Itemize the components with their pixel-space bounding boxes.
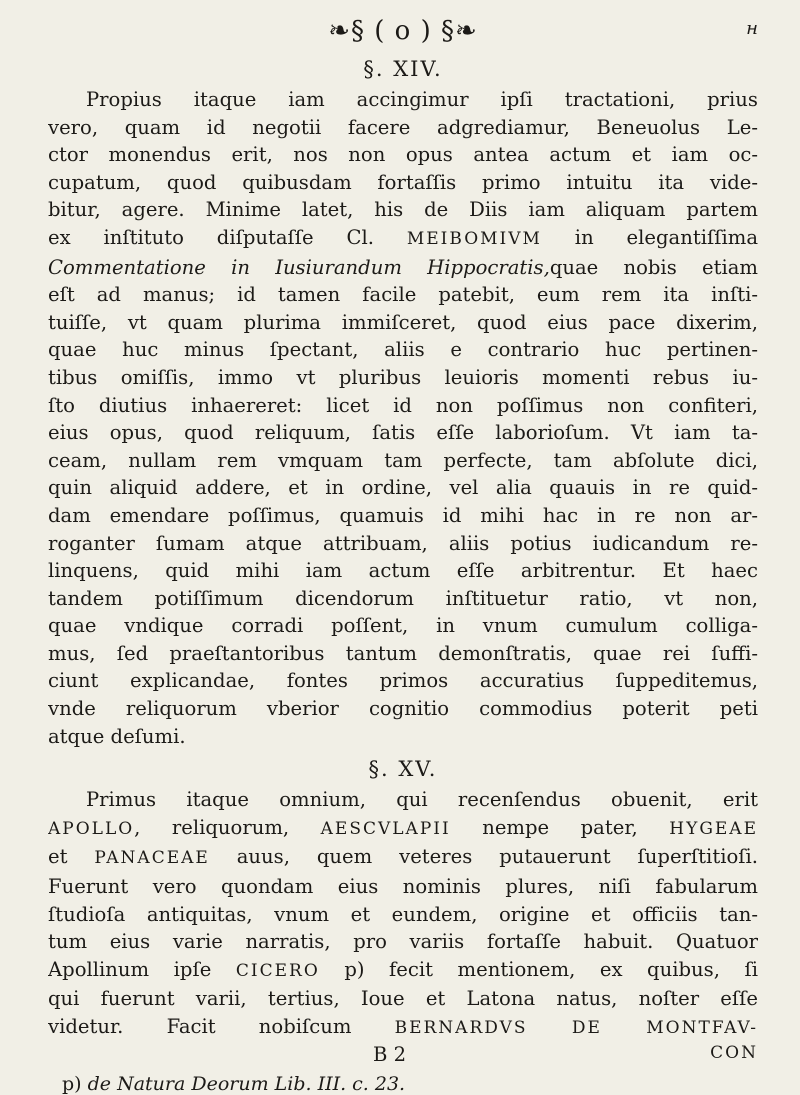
footnote-text: de Natura Deorum Lib. III. c. 23. — [81, 1072, 406, 1095]
text-line — [48, 956, 758, 986]
text-line: ctor monendus erit, nos non opus antea actum et iam oc- — [48, 143, 758, 167]
text-segment: videtur. Facit nobiſcum — [48, 1015, 395, 1038]
header-corner-mark: н — [746, 18, 758, 39]
text-segment: ex inſtituto diſputaſſe Cl. — [48, 225, 374, 249]
text-segment: quae nobis etiam — [549, 255, 758, 279]
text-line: linquens, quid mihi iam actum eſſe arbitrentur. Et haec — [48, 559, 758, 583]
name-apollo: APOLLO — [48, 818, 135, 839]
text-segment: auus, quem veteres putauerunt ſuperſtitioſi. — [209, 845, 758, 869]
text-line: Fuerunt vero quondam eius nominis plures, niſi fabularum — [48, 875, 758, 899]
text-line: vnde reliquorum vberior cognitio commodius poterit peti — [48, 697, 758, 721]
name-cicero: CICERO — [235, 960, 320, 981]
text-line: eſt ad manus; id tamen facile patebit, eum rem ita inſti- — [48, 283, 758, 307]
footnote-marker: p) — [62, 1072, 82, 1095]
name-aesculapius: AESCVLAPII — [320, 818, 451, 839]
text-line: tibus omiſſis, immo vt pluribus leuioris momenti rebus iu- — [48, 365, 758, 389]
text-line: tandem potiſſimum dicendorum inſtituetur ratio, vt non, — [48, 586, 758, 610]
section-xiv-body — [48, 86, 758, 750]
section-xv-body — [48, 786, 758, 1042]
text-segment: Apollinum ipſe — [48, 957, 236, 981]
text-line: tuiſſe, vt quam plurima immiſceret, quod eius pace dixerim, — [48, 310, 758, 334]
text-segment: , reliquorum, — [134, 815, 321, 839]
text-line: dam emendare poſſimus, quamuis id mihi hac in re non ar- — [48, 503, 758, 527]
header-ornament: ❧§ ( o ) §❧ — [328, 16, 478, 46]
text-line: bitur, agere. Minime latet, his de Diis iam aliquam partem — [48, 198, 758, 222]
signature-mark: B 2 — [373, 1042, 407, 1066]
name-montfaucon: BERNARDVS DE MONTFAV- — [394, 1018, 758, 1038]
text-line: quae vndique corradi poſſent, in vnum cumulum colliga- — [48, 614, 758, 638]
text-line — [48, 224, 758, 254]
section-xv-title: §. XV. — [368, 757, 438, 782]
text-line: atque deſumi. — [48, 724, 186, 748]
name-panacea: PANACEAE — [94, 848, 210, 869]
text-line: Propius itaque iam accingimur ipſi tractationi, prius — [86, 88, 758, 111]
text-segment: et — [48, 845, 95, 869]
text-segment: in elegantiſſima — [541, 225, 758, 249]
page-header — [48, 10, 758, 50]
text-line: quae huc minus ſpectant, aliis e contrario huc pertinen- — [48, 338, 758, 362]
text-line: ceam, nullam rem vmquam tam perfecte, tam abſolute dici, — [48, 448, 758, 472]
text-segment: nempe pater, — [450, 815, 670, 839]
signature-line — [48, 1043, 758, 1069]
text-line — [48, 814, 758, 844]
footnote — [48, 1073, 758, 1095]
text-line: qui fuerunt varii, tertius, Ioue et Latona natus, noſter eſſe — [48, 987, 758, 1011]
name-hygea: HYGEAE — [669, 818, 758, 839]
text-line: ſtudioſa antiquitas, vnum et eundem, origine et officiis tan- — [48, 902, 758, 926]
section-xiv-title: §. XIV. — [363, 57, 443, 81]
text-line — [48, 1013, 758, 1043]
text-segment: p) fecit mentionem, ex quibus, ſi — [319, 957, 758, 981]
text-line: ciunt explicandae, fontes primos accuratius ſuppeditemus, — [48, 669, 758, 693]
text-line: Primus itaque omnium, qui recenſendus obuenit, erit — [86, 788, 758, 812]
text-line: ſto diutius inhaereret: licet id non poſſimus non confiteri, — [48, 393, 758, 417]
text-line: eius opus, quod reliquum, ſatis eſſe laborioſum. Vt iam ta- — [48, 421, 758, 445]
text-line: cupatum, quod quibusdam fortaſſis primo intuitu ita vide- — [48, 170, 758, 194]
text-line: tum eius varie narratis, pro variis fortaſſe habuit. Quatuor — [48, 930, 758, 954]
text-line — [48, 254, 758, 282]
work-title: Commentatione in Iusiurandum Hippocratis, — [48, 255, 550, 279]
author-name-meibom: MEIBOMIVM — [406, 228, 542, 249]
text-line: vero, quam id negotii facere adgrediamur, Beneuolus Le- — [48, 115, 758, 139]
text-line: mus, ſed praeſtantoribus tantum demonſtratis, quae rei ſuffi- — [48, 641, 758, 665]
text-line: quin aliquid addere, et in ordine, vel alia quauis in re quid- — [48, 476, 758, 500]
text-line — [48, 843, 758, 873]
text-line: roganter ſumam atque attribuam, aliis potius iudicandum re- — [48, 531, 758, 555]
catchword: CON — [710, 1042, 758, 1063]
